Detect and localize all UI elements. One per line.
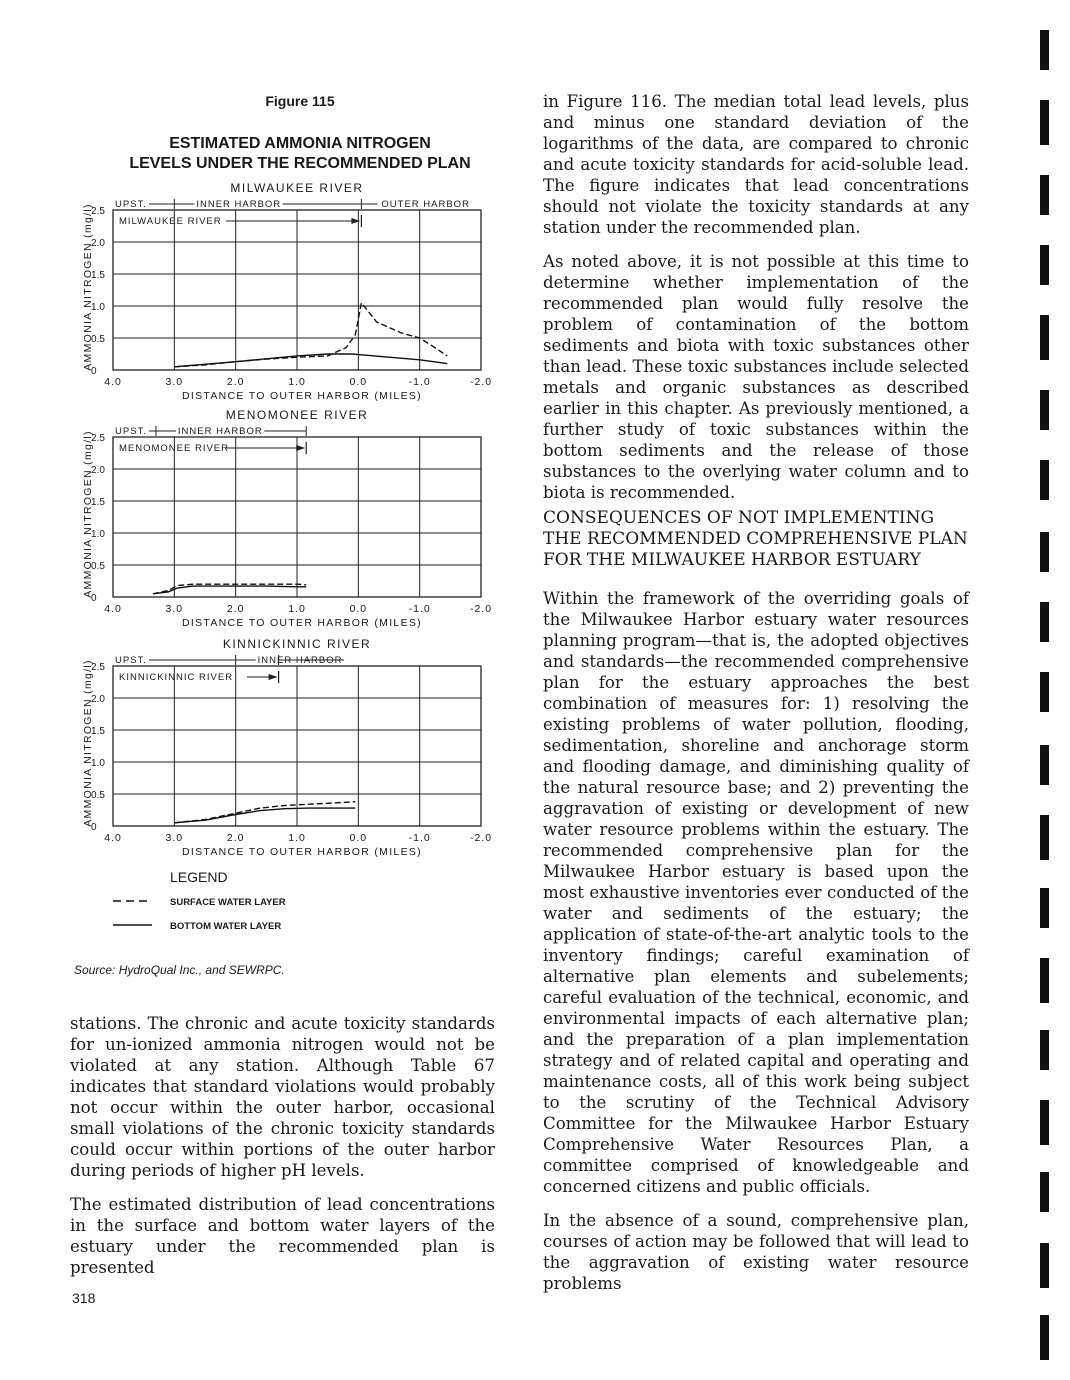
x-tick-label: 0.0 bbox=[349, 376, 368, 388]
edge-mark bbox=[1040, 175, 1049, 215]
edge-mark bbox=[1040, 958, 1049, 1003]
left-paragraph-2: The estimated distribution of lead concentrations in the surface and bottom water layers of the estuary under the recommended plan is presented bbox=[70, 1195, 495, 1277]
x-tick-label: 1.0 bbox=[288, 603, 306, 615]
right-column-top bbox=[543, 91, 969, 503]
x-tick-label: -1.0 bbox=[408, 376, 431, 388]
figure-title-line1: ESTIMATED AMMONIA NITROGEN bbox=[169, 135, 431, 152]
page-number: 318 bbox=[72, 1290, 96, 1306]
edge-mark bbox=[1040, 532, 1049, 572]
edge-mark bbox=[1040, 672, 1049, 712]
x-axis-label: DISTANCE TO OUTER HARBOR (MILES) bbox=[182, 390, 422, 402]
edge-mark bbox=[1040, 1172, 1049, 1212]
zone-inner-label: INNER HARBOR bbox=[196, 199, 282, 210]
right-paragraph-2: As noted above, it is not possible at this time to determine whether implementation of the recommended plan would fully resolve the problem of contamination of the bottom sediments and biota with toxic substances other than lead. These toxic substances include selected metals and organic substances as described earlier in this chapter. As previously mentioned, a further study of toxic substances within the bottom sediments and the release of those substances to the overlying water column and to biota is recommended. bbox=[543, 252, 969, 502]
section-heading-line1: CONSEQUENCES OF NOT IMPLEMENTING bbox=[543, 508, 935, 528]
edge-mark bbox=[1040, 390, 1049, 430]
river-label: KINNICKINNIC RIVER bbox=[119, 672, 234, 683]
x-tick-label: 1.0 bbox=[288, 832, 306, 844]
zone-upst-label: UPST. bbox=[115, 426, 147, 437]
figure-source: Source: HydroQual Inc., and SEWRPC. bbox=[74, 963, 285, 977]
y-tick-label: 0.5 bbox=[91, 334, 105, 345]
edge-mark bbox=[1040, 888, 1049, 928]
edge-mark bbox=[1040, 1243, 1049, 1288]
y-tick-label: 1.5 bbox=[91, 270, 105, 281]
y-tick-label: 0 bbox=[91, 593, 97, 604]
x-tick-label: 2.0 bbox=[226, 376, 245, 388]
zone-inner-label: INNER HARBOR bbox=[257, 655, 343, 666]
y-tick-label: 2.5 bbox=[91, 206, 105, 217]
figure-115 bbox=[0, 0, 520, 1000]
river-arrow-head bbox=[351, 218, 360, 224]
surface-water-series bbox=[174, 303, 447, 367]
x-tick-label: 1.0 bbox=[288, 376, 306, 388]
surface-water-series bbox=[174, 802, 355, 823]
y-tick-label: 1.5 bbox=[91, 726, 105, 737]
chart-title: MILWAUKEE RIVER bbox=[230, 181, 364, 195]
x-tick-label: -1.0 bbox=[408, 603, 431, 615]
x-tick-label: 4.0 bbox=[104, 603, 122, 615]
y-tick-label: 2.5 bbox=[91, 662, 105, 673]
right-paragraph-1: in Figure 116. The median total lead levels, plus and minus one standard deviation of the logarithms of the data, are compared to chronic and acute toxicity standards for acid-soluble lead. The figure indicates that lead concentrations should not violate the toxicity standards at any station under the recommended plan. bbox=[543, 92, 969, 237]
x-tick-label: 4.0 bbox=[104, 376, 122, 388]
zone-upst-label: UPST. bbox=[115, 655, 147, 666]
x-tick-label: 0.0 bbox=[349, 603, 368, 615]
edge-mark bbox=[1040, 1315, 1049, 1360]
x-tick-label: 2.0 bbox=[226, 603, 245, 615]
y-tick-label: 2.0 bbox=[91, 694, 105, 705]
edge-mark bbox=[1040, 1100, 1049, 1145]
legend-title: LEGEND bbox=[170, 869, 228, 885]
y-tick-label: 1.0 bbox=[91, 302, 105, 313]
y-tick-label: 1.5 bbox=[91, 497, 105, 508]
river-arrow-head bbox=[269, 674, 278, 680]
y-tick-label: 0.5 bbox=[91, 561, 105, 572]
zone-inner-label: INNER HARBOR bbox=[177, 426, 263, 437]
river-label: MENOMONEE RIVER bbox=[119, 443, 230, 454]
x-tick-label: 3.0 bbox=[165, 603, 184, 615]
section-heading-line3: FOR THE MILWAUKEE HARBOR ESTUARY bbox=[543, 550, 921, 570]
legend-bottom-label: BOTTOM WATER LAYER bbox=[170, 921, 282, 932]
edge-mark bbox=[1040, 460, 1049, 500]
right-paragraph-4: In the absence of a sound, comprehensive plan, courses of action may be followed that will lead to the aggravation of existing water resource problems bbox=[543, 1211, 969, 1293]
section-heading-line2: THE RECOMMENDED COMPREHENSIVE PLAN bbox=[543, 529, 968, 549]
zone-outer-label: OUTER HARBOR bbox=[381, 199, 470, 210]
edge-mark bbox=[1040, 602, 1049, 642]
x-tick-label: -2.0 bbox=[469, 832, 493, 844]
y-tick-label: 1.0 bbox=[91, 529, 105, 540]
x-tick-label: 3.0 bbox=[165, 832, 184, 844]
y-axis-label: AMMONIA NITROGEN (mg/l) bbox=[82, 659, 94, 827]
x-tick-label: 3.0 bbox=[165, 376, 184, 388]
y-tick-label: 2.5 bbox=[91, 433, 105, 444]
figure-number: Figure 115 bbox=[265, 93, 335, 109]
x-tick-label: 0.0 bbox=[349, 832, 368, 844]
y-axis-label: AMMONIA NITROGEN (mg/l) bbox=[82, 430, 94, 598]
x-tick-label: -1.0 bbox=[408, 832, 431, 844]
chart-title: MENOMONEE RIVER bbox=[225, 408, 369, 422]
x-tick-label: 4.0 bbox=[104, 832, 122, 844]
legend-surface-label: SURFACE WATER LAYER bbox=[170, 897, 286, 908]
edge-mark bbox=[1040, 315, 1049, 360]
section-heading bbox=[543, 508, 973, 571]
y-tick-label: 2.0 bbox=[91, 465, 105, 476]
charts-svg bbox=[0, 0, 520, 960]
left-paragraph-1: stations. The chronic and acute toxicity standards for un-ionized ammonia nitrogen would not be violated at any station. Although Table 67 indicates that standard violations would probably not occur within the outer harbor, occasional small violations of the chronic toxicity standards could occur within portions of the outer harbor during periods of higher pH levels. bbox=[70, 1014, 495, 1180]
river-label: MILWAUKEE RIVER bbox=[119, 216, 222, 227]
bottom-water-series bbox=[153, 586, 306, 594]
zone-upst-label: UPST. bbox=[115, 199, 147, 210]
edge-mark bbox=[1040, 245, 1049, 285]
right-paragraph-3: Within the framework of the overriding goals of the Milwaukee Harbor estuary water resources planning program—that is, the adopted objectives and standards—the recommended comprehensive plan for the estuary approaches the best combination of measures for: 1) resolving the existing problems of water pollution, flooding, sedimentation, shoreline and anchorage storm and flooding damage, and diminishing quality of the natural resource base; and 2) preventing the aggravation of existing or development of new water resource problems within the estuary. The recommended comprehensive plan for the Milwaukee Harbor estuary is based upon the most exhaustive inventories ever conducted of the water and sediments of the estuary; the application of state-of-the-art analytic tools to the inventory findings; careful examination of alternative plan elements and subelements; careful evaluation of the technical, economic, and environmental impacts of each alternative plan; and the preparation of a plan implementation strategy and of related capital and operating and maintenance costs, all of this work being subject to the scrutiny of the Technical Advisory Committee for the Milwaukee Harbor Estuary Comprehensive Water Resources Plan, a committee comprised of knowledgeable and concerned citizens and public officials. bbox=[543, 589, 969, 1196]
river-arrow-head bbox=[296, 445, 305, 451]
edge-mark bbox=[1040, 815, 1049, 860]
edge-mark bbox=[1040, 745, 1049, 785]
edge-mark bbox=[1040, 1030, 1049, 1070]
y-tick-label: 2.0 bbox=[91, 238, 105, 249]
x-tick-label: 2.0 bbox=[226, 832, 245, 844]
y-tick-label: 1.0 bbox=[91, 758, 105, 769]
right-column-bottom bbox=[543, 588, 969, 1294]
x-tick-label: -2.0 bbox=[469, 376, 493, 388]
y-axis-label: AMMONIA NITROGEN (mg/l) bbox=[82, 203, 94, 371]
y-tick-label: 0.5 bbox=[91, 790, 105, 801]
figure-title-line2: LEVELS UNDER THE RECOMMENDED PLAN bbox=[129, 155, 471, 172]
left-column bbox=[70, 1013, 495, 1278]
chart-title: KINNICKINNIC RIVER bbox=[222, 637, 372, 651]
bottom-water-series bbox=[174, 808, 355, 823]
edge-mark bbox=[1040, 100, 1049, 145]
edge-mark bbox=[1040, 30, 1049, 70]
y-tick-label: 0 bbox=[91, 366, 97, 377]
x-axis-label: DISTANCE TO OUTER HARBOR (MILES) bbox=[182, 617, 422, 629]
x-axis-label: DISTANCE TO OUTER HARBOR (MILES) bbox=[182, 846, 422, 858]
y-tick-label: 0 bbox=[91, 822, 97, 833]
x-tick-label: -2.0 bbox=[469, 603, 493, 615]
